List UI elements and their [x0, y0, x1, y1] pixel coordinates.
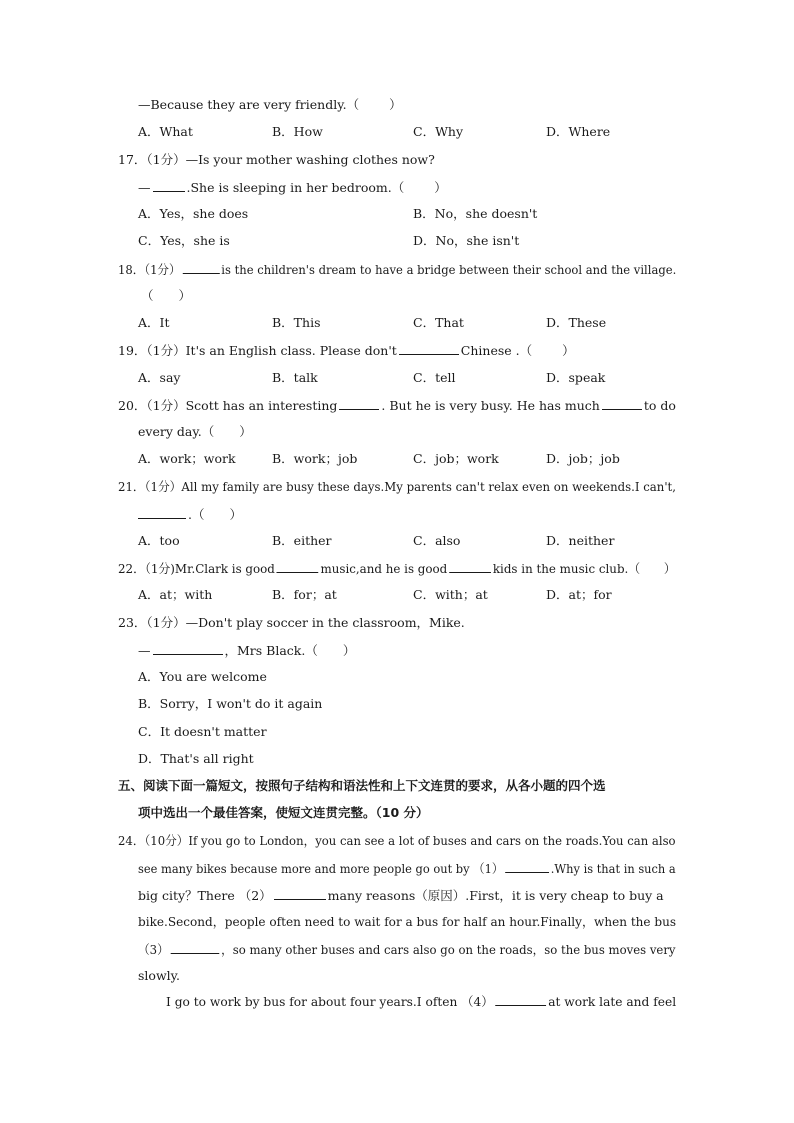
q24-line5-post: ，so many other buses and cars also go on the roads，so the bus moves very	[221, 942, 676, 957]
q20-option-a[interactable]: A．work；work	[138, 451, 236, 466]
q22-blank-2[interactable]	[449, 560, 491, 573]
q24-blank-4[interactable]	[495, 993, 546, 1006]
q24-blank-1[interactable]	[505, 860, 549, 873]
q17-reply-text: .She is sleeping in her bedroom.（	[186, 180, 405, 195]
q19-option-b[interactable]: B．talk	[272, 370, 318, 385]
q19-blank[interactable]	[399, 342, 459, 355]
q20-blank-1[interactable]	[339, 397, 379, 410]
q17-question: 17．（1分）—Is your mother washing clothes now?	[118, 152, 435, 167]
q24-line7-post: at work late and feel	[548, 994, 677, 1009]
q22-text-post: kids in the music club.（ ）	[492, 561, 676, 576]
q17-option-d[interactable]: D．No，she isn't	[413, 233, 520, 248]
q16-reply	[138, 97, 402, 113]
q21-blank[interactable]	[138, 506, 186, 519]
q17-option-c[interactable]: C．Yes，she is	[138, 233, 230, 248]
q23-option-b[interactable]: B．Sorry，I won't do it again	[138, 696, 323, 711]
q24-line-4: bike.Second，people often need to wait for a bus for half an hour.Finally，when the bus	[138, 914, 677, 929]
q24-line-6: slowly.	[138, 968, 181, 983]
q21-line2	[138, 506, 242, 523]
q18-paren: （ ）	[141, 288, 192, 303]
q24-blank-3[interactable]	[171, 941, 220, 954]
q17-paren-close: ）	[434, 180, 447, 195]
q17-reply	[138, 179, 447, 196]
q23-question: 23．（1分）—Don't play soccer in the classroom，Mike.	[118, 615, 465, 630]
q24-line2-post: .Why is that in such a	[550, 861, 676, 876]
q21-question: 21．（1分）All my family are busy these days.My parents can't relax even on weekends.I can't,	[118, 479, 677, 494]
q22-option-c[interactable]: C．with；at	[413, 587, 488, 602]
q24-line7-pre: I go to work by bus for about four years.I often （4）	[166, 994, 494, 1009]
q17-dash: —	[138, 180, 151, 195]
q24-line5-pre: （3）	[138, 942, 169, 957]
q24-blank-2[interactable]	[274, 887, 326, 900]
q24-line-5	[138, 941, 676, 958]
q22-option-d[interactable]: D．at；for	[546, 587, 612, 602]
q23-dash: —	[138, 643, 151, 658]
q21-paren: .（ ）	[188, 507, 242, 522]
q19-paren-close: ）	[562, 343, 575, 358]
q17-blank[interactable]	[153, 179, 185, 192]
q20-blank-2[interactable]	[602, 397, 642, 410]
q20-text-pre: 20．（1分）Scott has an interesting	[118, 398, 338, 413]
q18-blank[interactable]	[182, 261, 219, 274]
q23-option-c[interactable]: C．It doesn't matter	[138, 724, 267, 739]
q16-paren-close: ）	[389, 97, 402, 112]
q21-option-c[interactable]: C．also	[413, 533, 461, 548]
q22-option-b[interactable]: B．for；at	[272, 587, 337, 602]
q24-line3-post: many reasons（原因）.First，it is very cheap to buy a	[327, 888, 664, 903]
q19-option-a[interactable]: A．say	[138, 370, 181, 385]
q22-option-a[interactable]: A．at；with	[138, 587, 213, 602]
q20-option-d[interactable]: D．job；job	[546, 451, 620, 466]
q18-number: 18．（1分）	[118, 262, 181, 277]
q20-text-mid: . But he is very busy. He has much	[381, 398, 600, 413]
q21-option-d[interactable]: D．neither	[546, 533, 615, 548]
q24-line-1: 24．（10分）If you go to London，you can see a lot of buses and cars on the roads.You can also	[118, 833, 676, 848]
q23-option-a[interactable]: A．You are welcome	[138, 669, 267, 684]
q16-option-d[interactable]: D．Where	[546, 124, 611, 139]
q23-option-d[interactable]: D．That's all right	[138, 751, 254, 766]
q22-text-mid: music,and he is good	[320, 561, 448, 576]
q20-option-c[interactable]: C．job；work	[413, 451, 499, 466]
q16-reply-text: —Because they are very friendly.（	[138, 97, 360, 112]
q24-line-2	[138, 860, 676, 877]
q18-option-a[interactable]: A．It	[138, 315, 170, 330]
q19-question	[118, 342, 575, 359]
q23-blank[interactable]	[153, 642, 223, 655]
section-five-heading: 五、阅读下面一篇短文，按照句子结构和语法性和上下文连贯的要求，从各小题的四个选	[118, 778, 606, 793]
q19-option-d[interactable]: D．speak	[546, 370, 606, 385]
q16-option-c[interactable]: C．Why	[413, 124, 464, 139]
q24-line-3	[138, 887, 664, 904]
q22-question	[118, 560, 676, 577]
q20-option-b[interactable]: B．work；job	[272, 451, 358, 466]
q17-option-a[interactable]: A．Yes，she does	[138, 206, 249, 221]
q20-text-post: to do	[643, 398, 676, 413]
q19-option-c[interactable]: C．tell	[413, 370, 456, 385]
q24-line-7	[166, 993, 676, 1010]
q24-line2-pre: see many bikes because more and more people go out by （1）	[138, 861, 504, 876]
q17-option-b[interactable]: B．No，she doesn't	[413, 206, 538, 221]
q16-option-b[interactable]: B．How	[272, 124, 323, 139]
q22-blank-1[interactable]	[277, 560, 319, 573]
q18-option-b[interactable]: B．This	[272, 315, 321, 330]
q19-text-pre: 19．（1分）It's an English class. Please don't	[118, 343, 397, 358]
q16-option-a[interactable]: A．What	[138, 124, 193, 139]
q18-option-d[interactable]: D．These	[546, 315, 607, 330]
q20-line2: every day.（ ）	[138, 424, 252, 439]
q24-line3-pre: big city？There （2）	[138, 888, 272, 903]
q22-text-pre: 22．（1分)Mr.Clark is good	[118, 561, 275, 576]
q21-option-b[interactable]: B．either	[272, 533, 332, 548]
section-five-heading-line2: 项中选出一个最佳答案，使短文连贯完整。（10 分）	[138, 805, 429, 820]
q18-option-c[interactable]: C．That	[413, 315, 464, 330]
q21-option-a[interactable]: A．too	[138, 533, 180, 548]
q18-question	[118, 261, 676, 278]
q23-reply-text: ，Mrs Black.（ ）	[224, 643, 356, 658]
q18-text: is the children's dream to have a bridge between their school and the village.	[221, 262, 677, 277]
q23-reply	[138, 642, 355, 659]
q19-text-post: Chinese .（	[460, 343, 533, 358]
q20-question	[118, 397, 676, 414]
